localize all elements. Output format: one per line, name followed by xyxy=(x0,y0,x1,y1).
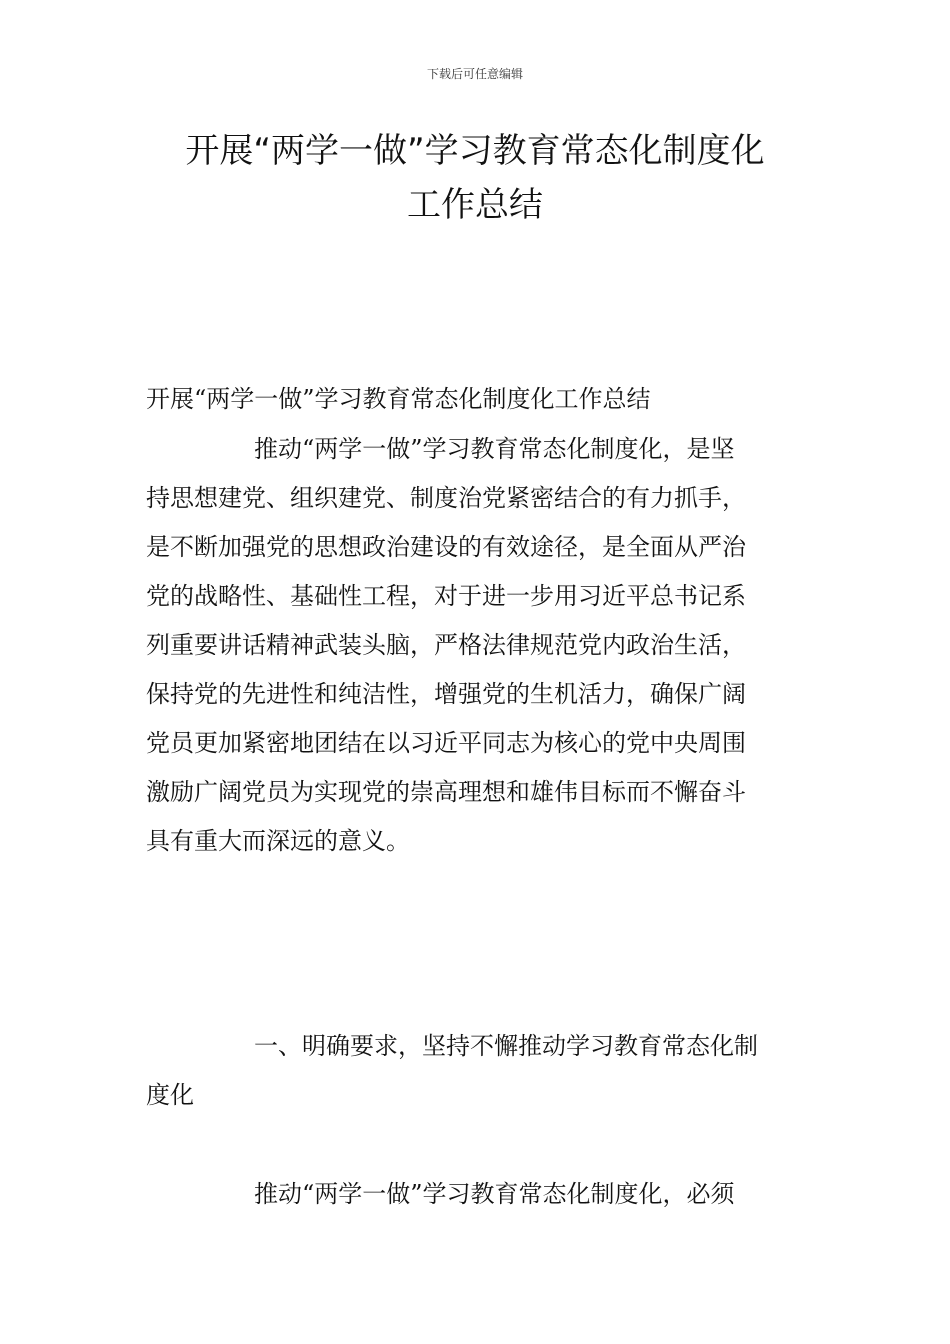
document-title xyxy=(100,124,850,232)
intro-line: 具有重大而深远的意义。 xyxy=(146,827,410,855)
next-paragraph-line: 推动“两学一做”学习教育常态化制度化，必须 xyxy=(254,1180,735,1208)
intro-line: 党的战略性、基础性工程，对于进一步用习近平总书记系 xyxy=(146,582,746,610)
section-heading-line: 度化 xyxy=(146,1081,194,1109)
intro-line: 激励广阔党员为实现党的崇高理想和雄伟目标而不懈奋斗 xyxy=(146,778,746,806)
intro-line: 推动“两学一做”学习教育常态化制度化，是坚 xyxy=(254,435,735,463)
subtitle-line xyxy=(146,375,806,424)
intro-line: 保持党的先进性和纯洁性，增强党的生机活力，确保广阔 xyxy=(146,680,746,708)
title-line-1: 开展“两学一做”学习教育常态化制度化 xyxy=(185,131,765,171)
intro-line: 持思想建党、组织建党、制度治党紧密结合的有力抓手， xyxy=(146,484,746,512)
intro-paragraph xyxy=(146,425,806,866)
download-note: 下载后可任意编辑 xyxy=(426,67,523,81)
title-line-2: 工作总结 xyxy=(407,185,543,225)
subtitle-text: 开展“两学一做”学习教育常态化制度化工作总结 xyxy=(146,385,651,413)
next-paragraph xyxy=(146,1170,806,1219)
intro-line: 是不断加强党的思想政治建设的有效途径，是全面从严治 xyxy=(146,533,746,561)
intro-line: 列重要讲话精神武装头脑，严格法律规范党内政治生活， xyxy=(146,631,746,659)
section-heading-line: 一、明确要求，坚持不懈推动学习教育常态化制 xyxy=(254,1032,758,1060)
intro-line: 党员更加紧密地团结在以习近平同志为核心的党中央周围 xyxy=(146,729,746,757)
section-heading xyxy=(146,1022,806,1120)
